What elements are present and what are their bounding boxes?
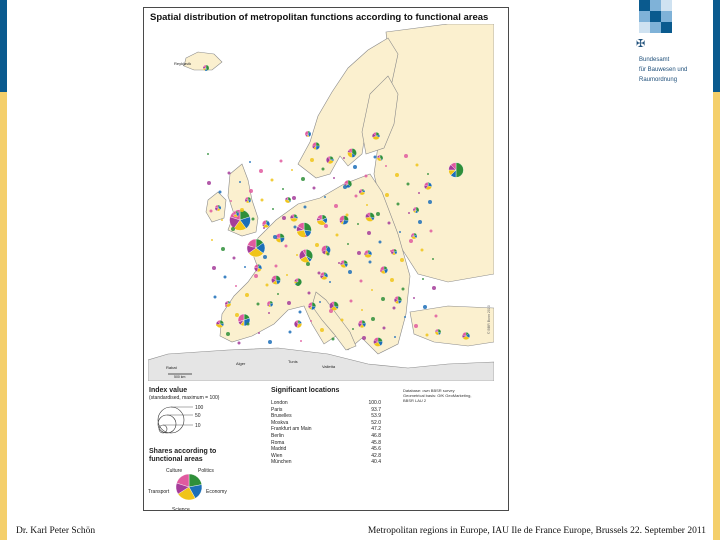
city-dot <box>329 281 331 283</box>
legend-shares-title-1: Shares according to <box>149 448 217 455</box>
city-pie <box>267 301 273 307</box>
city-dot <box>334 204 338 208</box>
city-dot <box>408 212 410 214</box>
footer-event: Metropolitan regions in Europe, IAU Ile de France Europe, Brussels 22. September 2011 <box>367 526 706 536</box>
city-dot <box>341 319 344 322</box>
city-dot <box>357 223 359 225</box>
city-dot <box>365 175 368 178</box>
city-dot <box>355 195 358 198</box>
significant-locations-title: Significant locations <box>271 387 340 394</box>
city-pie <box>297 223 312 238</box>
city-dot <box>282 216 286 220</box>
city-dot <box>310 320 312 322</box>
legend-shares <box>149 448 267 464</box>
city-dot <box>385 193 389 197</box>
city-dot <box>285 245 288 248</box>
location-city: Berlin <box>271 432 284 439</box>
city-dot <box>294 226 297 229</box>
city-dot <box>296 282 300 286</box>
city-dot <box>240 208 244 212</box>
city-dot <box>394 336 396 338</box>
city-dot <box>361 309 363 311</box>
location-value: 40.4 <box>371 459 381 466</box>
city-dot <box>362 336 366 340</box>
city-dot <box>348 270 352 274</box>
city-dot <box>380 270 382 272</box>
city-pie <box>366 213 375 222</box>
city-dot <box>350 300 353 303</box>
city-dot <box>320 328 324 332</box>
left-accent-bar <box>0 0 7 540</box>
city-pie <box>285 197 291 203</box>
label-valletta: Valletta <box>322 364 336 369</box>
label-tunis: Tunis <box>288 359 298 364</box>
legend-label-culture: Culture <box>166 468 183 474</box>
map-title: Spatial distribution of metropolitan functions according to functional areas <box>150 12 489 23</box>
city-dot <box>395 173 399 177</box>
location-row <box>271 453 381 460</box>
city-pie <box>262 220 270 228</box>
city-pie <box>391 249 397 255</box>
location-value: 53.9 <box>371 413 381 420</box>
location-row <box>271 413 381 420</box>
city-dot <box>416 164 419 167</box>
location-city: Madrid <box>271 446 287 453</box>
city-dot <box>432 286 436 290</box>
city-pie <box>320 272 328 280</box>
city-dot <box>407 183 410 186</box>
location-row <box>271 440 381 447</box>
location-row <box>271 400 381 407</box>
location-city: Paris <box>271 406 283 413</box>
city-dot <box>252 218 255 221</box>
location-row <box>271 426 381 433</box>
city-dot <box>371 317 375 321</box>
city-dot <box>393 307 396 310</box>
city-pie <box>358 320 366 327</box>
city-dot <box>259 169 263 173</box>
city-dot <box>404 316 406 318</box>
city-pie <box>449 163 464 178</box>
source-line: Geometrical basis: GfK GeoMarketing, <box>403 393 472 398</box>
city-pie <box>305 131 311 137</box>
location-row <box>271 420 381 427</box>
city-dot <box>319 301 321 303</box>
city-dot <box>426 334 429 337</box>
city-pie <box>359 189 365 195</box>
city-dot <box>324 196 326 198</box>
city-dot <box>249 161 251 163</box>
city-dot <box>231 227 235 231</box>
legend-index-subtitle: (standardised, maximum = 100) <box>149 395 220 401</box>
city-pie <box>424 182 432 189</box>
city-dot <box>261 199 264 202</box>
city-dot <box>418 220 422 224</box>
city-dot <box>253 247 255 249</box>
city-dot <box>258 332 260 334</box>
city-dot <box>247 323 250 326</box>
city-pie <box>254 264 262 272</box>
city-dot <box>347 243 349 245</box>
city-dot <box>305 235 307 237</box>
city-pie <box>348 149 357 158</box>
city-pie <box>215 205 221 211</box>
location-row <box>271 433 381 440</box>
city-dot <box>360 280 363 283</box>
city-dot <box>207 153 209 155</box>
location-city: Roma <box>271 439 285 446</box>
city-dot <box>286 274 288 276</box>
source-line: BBSR LAU 2 <box>403 398 427 403</box>
city-dot <box>318 272 321 275</box>
city-dot <box>263 255 267 259</box>
city-dot <box>421 249 424 252</box>
significant-locations <box>271 387 381 466</box>
location-value: 47.2 <box>371 426 381 433</box>
city-dot <box>268 340 272 344</box>
city-dot <box>254 274 258 278</box>
city-dot <box>383 327 386 330</box>
city-dot <box>385 165 387 167</box>
city-dot <box>422 278 424 280</box>
location-city: Moskva <box>271 419 289 426</box>
city-dot <box>221 219 223 221</box>
city-dot <box>282 188 284 190</box>
city-dot <box>211 239 213 241</box>
city-dot <box>239 181 241 183</box>
city-dot <box>233 257 236 260</box>
city-dot <box>352 328 354 330</box>
city-dot <box>423 305 427 309</box>
source-line: Database: own BBSR survey <box>403 388 455 393</box>
city-dot <box>327 253 330 256</box>
agency-line: für Bauwesen und <box>639 67 688 73</box>
city-dot <box>226 332 230 336</box>
city-pie <box>413 207 419 213</box>
city-dot <box>336 234 339 237</box>
legend-index-value <box>149 387 267 402</box>
label-rabat: Rabat <box>166 365 177 370</box>
city-dot <box>404 154 408 158</box>
city-dot <box>210 210 213 213</box>
city-dot <box>266 284 269 287</box>
city-dot <box>390 250 392 252</box>
city-pie <box>372 132 380 140</box>
location-value: 100.0 <box>368 400 381 406</box>
city-dot <box>402 288 405 291</box>
city-dot <box>409 239 413 243</box>
city-dot <box>272 208 274 210</box>
city-dot <box>322 168 325 171</box>
city-dot <box>287 301 291 305</box>
city-pie <box>377 155 383 161</box>
city-pie <box>380 266 388 274</box>
city-dot <box>310 158 314 162</box>
city-dot <box>379 241 382 244</box>
city-dot <box>400 258 404 262</box>
city-dot <box>221 247 225 251</box>
legend-value-100: 100 <box>195 405 204 411</box>
city-dot <box>346 214 349 217</box>
agency-line: Raumordnung <box>639 77 678 83</box>
city-dot <box>238 342 241 345</box>
legend-label-economy: Economy <box>206 489 227 495</box>
location-row <box>271 459 381 466</box>
city-pie <box>233 211 239 217</box>
location-value: 42.8 <box>371 452 381 459</box>
city-dot <box>371 289 373 291</box>
city-dot <box>306 262 310 266</box>
label-reykjavik: Reykjavik <box>174 61 192 66</box>
city-dot <box>301 177 305 181</box>
city-dot <box>228 172 231 175</box>
legend-shares-pie <box>174 472 204 502</box>
city-pie <box>290 214 298 222</box>
footer-author: Dr. Karl Peter Schön <box>16 526 96 536</box>
location-value: 52.0 <box>371 419 381 426</box>
city-dot <box>273 235 277 239</box>
city-dot <box>300 340 302 342</box>
city-dot <box>245 293 249 297</box>
city-pie <box>364 250 372 258</box>
city-dot <box>263 227 265 229</box>
agency-name <box>639 55 687 85</box>
city-dot <box>315 243 319 247</box>
city-pie <box>411 233 417 239</box>
location-city: Wien <box>271 452 283 459</box>
location-value: 93.7 <box>371 406 381 413</box>
location-value: 45.6 <box>371 446 381 453</box>
city-dot <box>413 297 415 299</box>
location-value: 45.8 <box>371 439 381 446</box>
city-pie <box>340 260 348 268</box>
city-dot <box>313 187 316 190</box>
city-dot <box>338 262 340 264</box>
city-pie <box>326 156 334 164</box>
city-dot <box>343 157 345 159</box>
city-dot <box>207 181 211 185</box>
city-dot <box>249 189 253 193</box>
city-dot <box>275 265 278 268</box>
city-dot <box>308 292 311 295</box>
legend-label-politics: Politics <box>198 468 214 474</box>
city-dot <box>430 230 433 233</box>
city-pie <box>312 142 320 150</box>
city-dot <box>268 312 270 314</box>
city-dot <box>388 222 391 225</box>
city-dot <box>235 313 239 317</box>
legend-label-science: Science <box>172 507 190 511</box>
legend-index-title: Index value <box>149 387 188 394</box>
city-dot <box>299 311 302 314</box>
city-pie <box>272 276 281 285</box>
city-dot <box>390 278 394 282</box>
city-pie <box>203 65 209 71</box>
city-dot <box>432 258 434 260</box>
city-dot <box>397 203 400 206</box>
city-dot <box>212 266 216 270</box>
legend-value-10: 10 <box>195 423 201 429</box>
city-dot <box>418 192 420 194</box>
city-pie <box>394 296 402 304</box>
location-row <box>271 407 381 414</box>
legend-shares-title-2: functional areas <box>149 456 203 463</box>
federal-eagle-icon: ✠ <box>636 38 646 50</box>
city-dot <box>369 261 372 264</box>
city-pie <box>308 302 316 310</box>
city-dot <box>353 165 357 169</box>
city-dot <box>366 204 368 206</box>
label-alger: Alger <box>236 361 246 366</box>
city-dot <box>244 266 246 268</box>
city-dot <box>292 196 296 200</box>
city-dot <box>399 231 401 233</box>
city-dot <box>414 324 418 328</box>
city-dot <box>357 251 361 255</box>
city-dot <box>257 303 260 306</box>
city-pie <box>340 216 349 225</box>
city-dot <box>216 324 218 326</box>
city-pie <box>276 234 285 243</box>
copyright-note: © BBR Bonn 2010 <box>487 305 491 334</box>
city-dot <box>271 179 274 182</box>
city-dot <box>376 212 380 216</box>
agency-line: Bundesamt <box>639 57 670 63</box>
location-city: London <box>271 400 288 406</box>
city-dot <box>219 191 222 194</box>
location-value: 46.8 <box>371 432 381 439</box>
legend-value-50: 50 <box>195 413 201 419</box>
city-dot <box>428 200 432 204</box>
map-figure <box>143 7 509 511</box>
city-dot <box>332 338 335 341</box>
city-pie <box>247 239 265 257</box>
city-dot <box>291 169 293 171</box>
city-dot <box>230 200 232 202</box>
city-pie <box>462 332 470 340</box>
city-dot <box>329 309 333 313</box>
source-note <box>403 388 508 403</box>
city-dot <box>280 160 283 163</box>
city-dot <box>224 276 227 279</box>
location-city: Frankfurt am Main <box>271 426 312 433</box>
city-pie <box>317 215 328 225</box>
city-dot <box>296 254 298 256</box>
city-pie <box>294 320 302 328</box>
city-pie <box>435 329 441 335</box>
city-dot <box>214 296 217 299</box>
legend-label-transport: Transport <box>148 489 170 495</box>
city-dot <box>333 177 335 179</box>
city-dot <box>235 285 237 287</box>
scale-bar-label: 500 km <box>174 375 186 379</box>
city-dot <box>277 293 279 295</box>
city-dot <box>374 156 377 159</box>
city-dot <box>289 331 292 334</box>
city-dot <box>343 185 347 189</box>
city-pie <box>245 197 251 203</box>
city-dot <box>381 297 385 301</box>
location-city: Bruxelles <box>271 413 292 420</box>
city-dot <box>367 231 371 235</box>
city-dot <box>225 305 227 307</box>
bbsr-logo-icon <box>639 0 673 34</box>
location-city: München <box>271 459 292 466</box>
city-pie <box>374 338 383 347</box>
right-accent-bar <box>713 0 720 540</box>
city-pie <box>299 249 313 263</box>
city-dot <box>304 206 307 209</box>
city-dot <box>435 315 438 318</box>
europe-map <box>148 24 494 381</box>
city-dot <box>427 173 429 175</box>
location-row <box>271 446 381 453</box>
city-pie <box>216 320 224 328</box>
city-dot <box>324 224 328 228</box>
legend-circle-100 <box>158 407 184 433</box>
